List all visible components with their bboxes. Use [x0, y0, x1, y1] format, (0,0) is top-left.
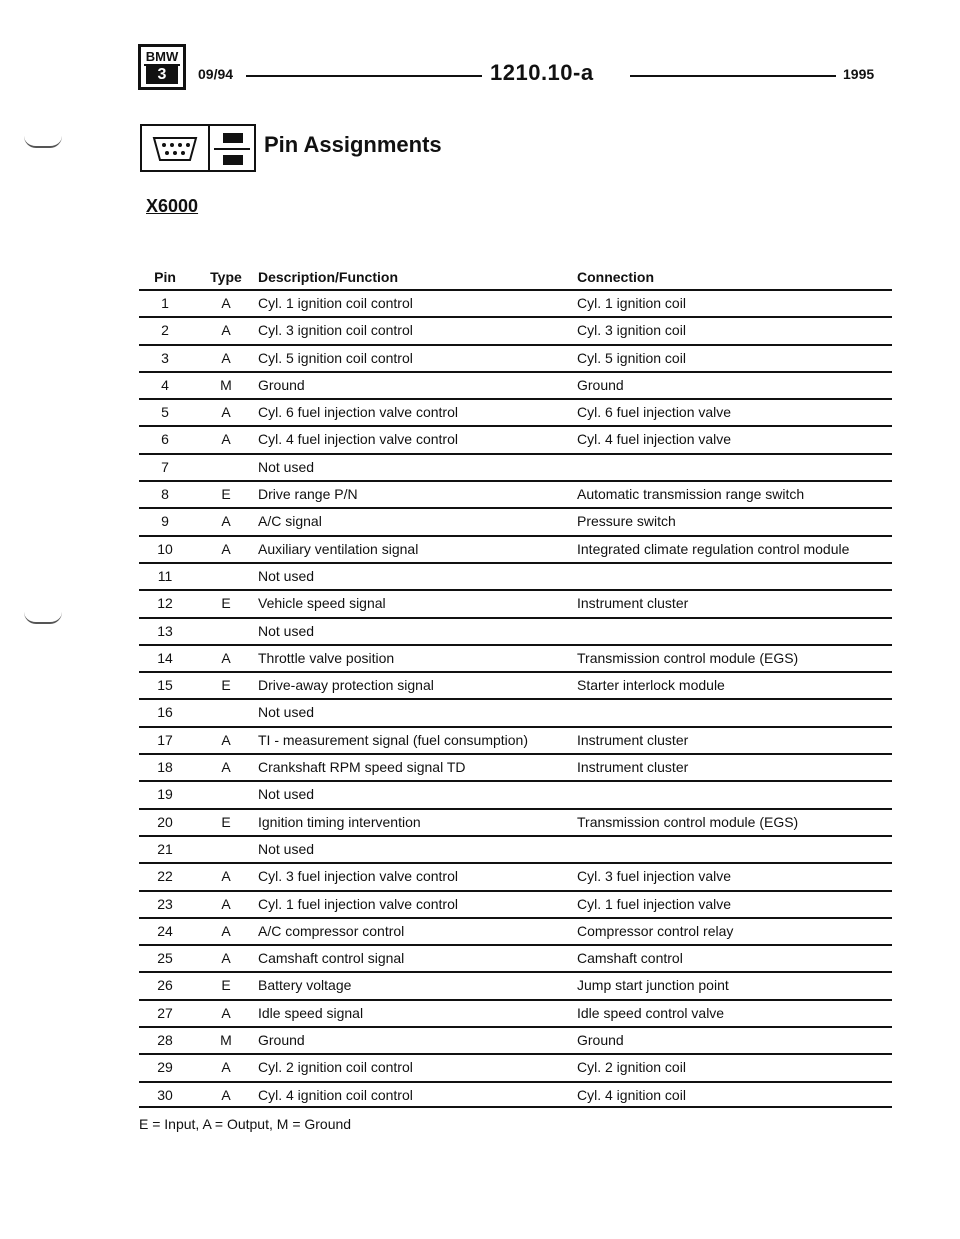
- type-cell: A: [221, 1059, 231, 1076]
- header-date: 09/94: [198, 66, 234, 82]
- table-row: [139, 398, 892, 425]
- type-cell: A: [221, 731, 231, 748]
- description-cell: Cyl. 1 fuel injection valve control: [258, 895, 458, 912]
- connection-cell: Cyl. 5 ignition coil: [577, 349, 686, 366]
- connection-cell: Compressor control relay: [577, 922, 734, 939]
- header-description: Description/Function: [258, 269, 398, 285]
- type-cell: A: [221, 431, 231, 448]
- description-cell: Camshaft control signal: [258, 950, 405, 967]
- pin-cell: 13: [157, 622, 173, 639]
- connection-cell: Idle speed control valve: [577, 1004, 725, 1021]
- header-connection: Connection: [577, 269, 654, 285]
- description-cell: TI - measurement signal (fuel consumption): [258, 731, 528, 748]
- table-row: [139, 808, 892, 835]
- connection-cell: Pressure switch: [577, 513, 676, 530]
- margin-mark: [24, 136, 62, 148]
- connection-cell: Cyl. 1 fuel injection valve: [577, 895, 732, 912]
- description-cell: Crankshaft RPM speed signal TD: [258, 759, 466, 776]
- type-legend: E = Input, A = Output, M = Ground: [139, 1116, 352, 1132]
- type-cell: E: [221, 813, 231, 830]
- table-row: [139, 316, 892, 343]
- pin-cell: 16: [157, 704, 173, 721]
- table-row: [139, 698, 892, 725]
- connector-icon: [140, 124, 210, 172]
- description-cell: Drive-away protection signal: [258, 677, 434, 694]
- type-cell: A: [221, 649, 231, 666]
- type-cell: E: [221, 595, 231, 612]
- pin-cell: 25: [157, 950, 173, 967]
- type-cell: E: [221, 486, 231, 503]
- pin-cell: 17: [157, 731, 173, 748]
- description-cell: Ignition timing intervention: [258, 813, 421, 830]
- logo-model: 3: [146, 66, 178, 84]
- type-cell: M: [220, 1032, 232, 1049]
- connection-cell: Transmission control module (EGS): [577, 649, 799, 666]
- description-cell: Not used: [258, 567, 315, 584]
- description-cell: Drive range P/N: [258, 486, 358, 503]
- description-cell: Idle speed signal: [258, 1004, 364, 1021]
- pin-cell: 23: [157, 895, 173, 912]
- pin-cell: 19: [157, 786, 173, 803]
- table-row: [139, 617, 892, 644]
- section-heading: [140, 124, 580, 180]
- connection-cell: Cyl. 3 ignition coil: [577, 322, 686, 339]
- table-row: [139, 944, 892, 971]
- table-row: [139, 289, 892, 316]
- connection-cell: Transmission control module (EGS): [577, 813, 799, 830]
- type-cell: E: [221, 677, 231, 694]
- type-cell: A: [221, 349, 231, 366]
- connection-cell: Cyl. 2 ignition coil: [577, 1059, 686, 1076]
- pin-cell: 29: [157, 1059, 173, 1076]
- header-type: Type: [210, 269, 242, 285]
- header-rule-left: [246, 75, 482, 77]
- pin-cell: 2: [161, 322, 169, 339]
- pin-cell: 18: [157, 759, 173, 776]
- table-row: [139, 862, 892, 889]
- description-cell: Throttle valve position: [258, 649, 395, 666]
- type-cell: A: [221, 540, 231, 557]
- description-cell: Not used: [258, 840, 315, 857]
- table-row: [139, 835, 892, 862]
- pin-cell: 21: [157, 840, 173, 857]
- connection-cell: Integrated climate regulation control module: [577, 540, 850, 557]
- connector-id: X6000: [146, 196, 199, 216]
- description-cell: Cyl. 4 fuel injection valve control: [258, 431, 458, 448]
- type-cell: A: [221, 759, 231, 776]
- table-row: [139, 726, 892, 753]
- description-cell: A/C signal: [258, 513, 322, 530]
- table-row: [139, 507, 892, 534]
- description-cell: Not used: [258, 704, 315, 721]
- description-cell: Ground: [258, 1032, 305, 1049]
- type-cell: A: [221, 404, 231, 421]
- description-cell: Cyl. 3 fuel injection valve control: [258, 868, 458, 885]
- connection-cell: Cyl. 4 ignition coil: [577, 1086, 686, 1103]
- type-cell: A: [221, 868, 231, 885]
- table-row: [139, 344, 892, 371]
- pin-cell: 27: [157, 1004, 173, 1021]
- type-cell: A: [221, 922, 231, 939]
- connection-cell: Cyl. 4 fuel injection valve: [577, 431, 732, 448]
- pin-cell: 12: [157, 595, 173, 612]
- pin-cell: 14: [157, 649, 173, 666]
- header-pin: Pin: [154, 269, 176, 285]
- pin-cell: 20: [157, 813, 173, 830]
- pin-cell: 6: [161, 431, 169, 448]
- pin-cell: 8: [161, 486, 169, 503]
- bmw-3-series-logo: [138, 44, 186, 90]
- type-cell: A: [221, 1004, 231, 1021]
- pin-cell: 15: [157, 677, 173, 694]
- description-cell: Not used: [258, 786, 315, 803]
- pin-cell: 7: [161, 458, 169, 475]
- description-cell: Cyl. 2 ignition coil control: [258, 1059, 413, 1076]
- type-cell: A: [221, 513, 231, 530]
- table-row: [139, 535, 892, 562]
- table-row: [139, 425, 892, 452]
- description-cell: Not used: [258, 458, 315, 475]
- table-row: [139, 1081, 892, 1108]
- connection-cell: Instrument cluster: [577, 595, 689, 612]
- pin-cell: 10: [157, 540, 173, 557]
- table-row: [139, 917, 892, 944]
- header-year: 1995: [843, 66, 875, 82]
- description-cell: Cyl. 6 fuel injection valve control: [258, 404, 458, 421]
- connection-cell: Cyl. 6 fuel injection valve: [577, 404, 732, 421]
- description-cell: Cyl. 5 ignition coil control: [258, 349, 413, 366]
- connection-cell: Ground: [577, 1032, 624, 1049]
- connection-cell: Camshaft control: [577, 950, 683, 967]
- pin-cell: 4: [161, 376, 169, 393]
- description-cell: Cyl. 4 ignition coil control: [258, 1086, 413, 1103]
- connection-cell: Automatic transmission range switch: [577, 486, 805, 503]
- table-row: [139, 480, 892, 507]
- table-header: [139, 267, 892, 289]
- pin-cell: 26: [157, 977, 173, 994]
- section-title: Pin Assignments: [264, 132, 442, 157]
- document-number: 1210.10-a: [490, 60, 594, 85]
- description-cell: Auxiliary ventilation signal: [258, 540, 419, 557]
- table-row: [139, 562, 892, 589]
- type-cell: A: [221, 1086, 231, 1103]
- page-header: [138, 44, 882, 90]
- table-row: [139, 780, 892, 807]
- pin-cell: 11: [157, 567, 173, 584]
- table-row: [139, 644, 892, 671]
- table-row: [139, 1053, 892, 1080]
- description-cell: A/C compressor control: [258, 922, 405, 939]
- pin-cell: 3: [161, 349, 169, 366]
- connection-cell: Cyl. 1 ignition coil: [577, 295, 686, 311]
- connection-cell: Instrument cluster: [577, 731, 689, 748]
- description-cell: Vehicle speed signal: [258, 595, 386, 612]
- table-row: [139, 999, 892, 1026]
- type-cell: A: [221, 950, 231, 967]
- pin-cell: 28: [157, 1032, 173, 1049]
- table-body: [139, 289, 892, 1108]
- pin-assignment-table: [139, 267, 892, 1108]
- description-cell: Battery voltage: [258, 977, 352, 994]
- table-row: [139, 890, 892, 917]
- pin-cell: 30: [157, 1086, 173, 1103]
- margin-mark: [24, 612, 62, 624]
- type-cell: A: [221, 895, 231, 912]
- type-cell: E: [221, 977, 231, 994]
- connection-cell: Cyl. 3 fuel injection valve: [577, 868, 732, 885]
- description-cell: Cyl. 1 ignition coil control: [258, 295, 413, 311]
- pin-cell: 9: [161, 513, 169, 530]
- connection-cell: Ground: [577, 376, 624, 393]
- description-cell: Cyl. 3 ignition coil control: [258, 322, 413, 339]
- type-cell: A: [221, 295, 231, 311]
- table-row: [139, 371, 892, 398]
- pin-cell: 22: [157, 868, 173, 885]
- description-cell: Not used: [258, 622, 315, 639]
- table-row: [139, 671, 892, 698]
- pin-cell: 5: [161, 404, 169, 421]
- header-rule-right: [630, 75, 836, 77]
- table-row: [139, 1026, 892, 1053]
- table-row: [139, 753, 892, 780]
- table-row: [139, 971, 892, 998]
- table-row: [139, 453, 892, 480]
- type-cell: A: [221, 322, 231, 339]
- connection-cell: Instrument cluster: [577, 759, 689, 776]
- description-cell: Ground: [258, 376, 305, 393]
- connection-cell: Starter interlock module: [577, 677, 725, 694]
- pin-cell: 1: [161, 295, 169, 311]
- connection-cell: Jump start junction point: [577, 977, 729, 994]
- table-row: [139, 589, 892, 616]
- type-cell: M: [220, 376, 232, 393]
- pin-assignment-icon: [208, 124, 256, 172]
- pin-cell: 24: [157, 922, 173, 939]
- logo-brand: BMW: [145, 49, 179, 64]
